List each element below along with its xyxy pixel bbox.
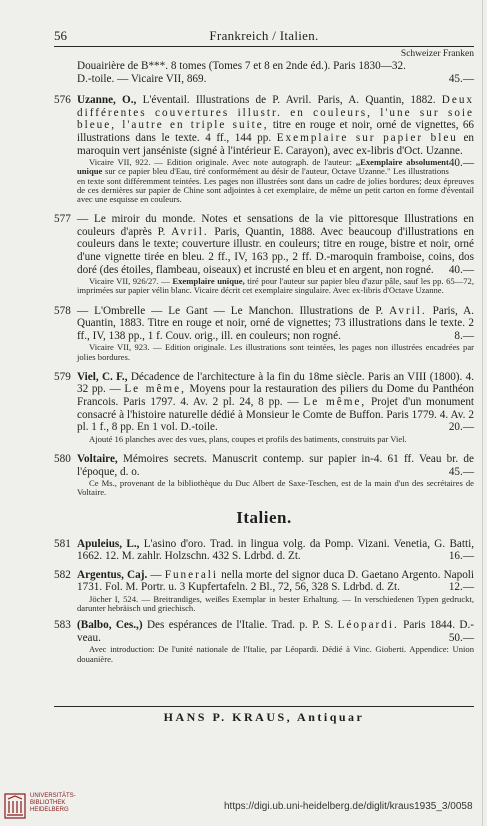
entry-text: Douairière de B***. 8 tomes (Tomes 7 et 8 en 2nde éd.). Paris 1830—32. [77, 60, 406, 72]
entry-price: 8.— [454, 329, 474, 342]
entry-spaced-text: Le même, [124, 383, 186, 396]
entry-price: 45.— [448, 465, 474, 478]
entry-581 [54, 538, 474, 563]
entry-note: Jöcher I, 524. — Breitrandiges, weißes Exemplar in bester Erhaltung. — In verschiedenen Typen gedruckt, darunter hebräisch und griechisch. [77, 593, 474, 614]
entry-price: 40.— [448, 157, 474, 170]
entry-text: Paris, A. Quantin, 1883. Titre en rouge et noir, orné de vignettes; 73 illustrations dans le texte. 2 ff., IV, 138 pp., 1 f. Couv. orig., ill. en couleurs; non rogné. [77, 304, 475, 342]
entry-spaced-text: Léopardi. [337, 619, 399, 632]
entry-number: 581 [54, 537, 71, 550]
entry-579 [54, 371, 474, 444]
entry-author: Apuleius, L., [77, 537, 140, 550]
entry-text: Moyens pour la restauration des piliers du Dome du Panthéon Francois. Paris 1797. 4. Av. 2 pl. 24, 8 pp. — [77, 383, 475, 408]
entry-title: — L'Ombrelle — Le Gant — Le Manchon. Illustrations de P. [77, 304, 384, 317]
entry-number: 580 [54, 452, 71, 465]
entry-number: 577 [54, 213, 71, 226]
entry-title: — Le miroir du monde. Notes et sensations de la vie pittoresque Illustrations en couleurs d'après P. [77, 213, 474, 238]
entry-title: Des espérances de l'Italie. Trad. p. P. S. [146, 619, 334, 632]
entry-price: 45.— [448, 72, 474, 85]
entry-note: Vicaire VII, 922. — Edition originale. Avec note autograph. de l'auteur: ,,Exemplaire absolument unique sur ce papier bleu d'Eau, tiré conformément au désir de l'auteur, Octave Uzanne." Les illustrations en texte sont différemment teintées. Les pages non illustrées sont dans un cadre de jolies bordures; deux épreuves de ces dernières sur papier de Chine sont adjointes à cet exemplaire, de même un petit carton en forme d'éventail avec une esquisse en couleurs. [77, 157, 474, 204]
page-edge-shadow [482, 0, 483, 826]
publisher-footer: HANS P. KRAUS, Antiquar [163, 710, 365, 724]
entry-text: Paris 1844. D.-veau. [77, 619, 474, 644]
header-rule [54, 46, 474, 47]
entry-number: 583 [54, 619, 71, 632]
entry-price: 16.— [448, 550, 474, 563]
entry-author: Voltaire, [77, 452, 118, 465]
permalink-url[interactable]: https://digi.ub.uni-heidelberg.de/diglit/kraus1935_3/0058 [224, 801, 473, 812]
entry-spaced-text: Avril. [389, 304, 427, 317]
entry-spaced-text: Funerali [164, 568, 219, 581]
entry-title: Décadence de l'architecture à la fin du 18me siècle. Paris an VIII (1800). 4. 32 pp. — [77, 370, 475, 396]
entry-text: D.-toile. — Vicaire VII, 869. [77, 72, 207, 85]
entry-582: 582 Argentus, Caj. — Funerali nella morte del signor duca D. Gaetano Argento. Napoli 1731. Fol. M. Portr. u. 3 Kupfertafeln. 2 Bl., 72, 56, 328 S. Ldrbd. d. Zt. 12.— Jöcher I, 524. — Breitrandiges, weißes Exemplar in bester Erhaltung. — In verschiedenen Typen gedruckt, darunter hebräisch und griechisch. [54, 568, 475, 614]
entry-number: 582 [54, 568, 71, 581]
library-logo[interactable] [4, 793, 84, 821]
entry-note: Ce Ms., provenant de la bibliothèque du Duc Albert de Saxe-Teschen, est de la main d'un des secrétaires de Voltaire. [77, 478, 474, 498]
entry-author: Argentus, Caj. [77, 568, 148, 581]
entry-price: 12.— [448, 581, 474, 594]
entry-text: Paris, Quantin, 1888. Avec beaucoup d'illustrations en couleurs dans le texte; couverture illustr. en couleurs; titre en rouge, bistre et noir, orné d'une vignette tirée en bleu. 2 ff., IV, 163 pp., 2 ff. D.-maroquin framboise, coins, dos doré (des étoiles, flambeau, oiseaux) et incrusté en bleu et en argent, non rogné. [77, 225, 475, 276]
entry-text: nella morte del signor duca D. Gaetano Argento. Napoli 1731. Fol. M. Portr. u. 3 Kupfertafeln. 2 Bl., 72, 56, 328 S. Ldrbd. d. Zt. [77, 568, 475, 594]
entry-578 [54, 305, 474, 362]
entry-text: titre en rouge et noir, orné de vignettes, 66 illustrations dans le texte. 4 ff., 144 pp. [77, 119, 475, 144]
entry-spaced-text: Exemplaire sur papier bleu [276, 131, 458, 144]
entry-text: Projet d'un monument consacré à l'histoire naturelle dédié à Monsieur le Comte de Buffon. Paris 1779. 4. Av. 2 pl. 1 f., 8 pp. En 1 vol. D.-toile. [77, 395, 475, 434]
entry-note: Avec introduction: De l'unité nationale de l'Italie, par Léopardi. Dédié à Vinc. Gioberti. Appendice: Union douanière. [77, 644, 474, 664]
library-seal-icon [4, 793, 26, 819]
footer-rule [54, 706, 474, 707]
entry-author: Uzanne, O., [77, 94, 137, 107]
running-title: Frankreich / Italien. [209, 28, 319, 43]
entry-author: (Balbo, Ces.,) [77, 619, 143, 632]
section-title: Italien. [236, 507, 292, 527]
library-name: UNIVERSITÄTS- BIBLIOTHEK HEIDELBERG [30, 793, 76, 813]
entry-spaced-text: Deux différentes couvertures illustr. en couleurs, l'une sur soie bleue, l'autre en triple suite, [77, 94, 475, 132]
entry-price: 20.— [448, 421, 474, 434]
entry-number: 576 [54, 94, 71, 107]
entry-spaced-text: Avril. [171, 225, 209, 238]
entry-note: Ajouté 16 planches avec des vues, plans, coupes et profils des batiments, construits par Viel. [89, 433, 407, 444]
catalog-body [54, 49, 474, 664]
currency-note: Schweizer Franken [400, 49, 474, 59]
entry-spaced-text: Le même, [303, 395, 367, 408]
entry-577 [54, 213, 474, 295]
entry-576 [54, 94, 474, 204]
entry-note: Vicaire VII, 926/27. — Exemplaire unique, tiré pour l'auteur sur papier bleu d'azur pâle, sauf les pp. 65—72, imprimées sur papier vélin blanc. Vicaire décrit cet exemplaire singulaire. Avec ex-libris d'Octave Uzanne. [77, 276, 474, 296]
entry-title: L'éventail. Illustrations de P. Avril. Paris, A. Quantin, 1882. [142, 94, 436, 107]
entry-price: 40.— [448, 263, 474, 276]
entry-number: 578 [54, 304, 71, 317]
page-number: 56 [54, 28, 67, 43]
entry-price: 50.— [448, 631, 474, 644]
page-header [54, 28, 474, 46]
entry-575-continued [54, 60, 474, 85]
entry-note: Vicaire VII, 923. — Edition originale. Les illustrations sont teintées, les pages non illustrées encadrées par jolies bordures. [77, 342, 474, 362]
entry-text: en maroquin vert janséniste (signé à l'intérieur E. Carayon), avec ex-libris d'Oct. Uzanne. [77, 131, 475, 157]
entry-number: 579 [54, 370, 71, 383]
entry-583 [54, 619, 474, 664]
entry-author: Viel, C. F., [77, 370, 128, 383]
entry-title: Mémoires secrets. Manuscrit contemp. sur papier in-4. 61 ff. Veau br. de l'époque, d. o. [77, 452, 474, 478]
entry-580 [54, 453, 474, 498]
entry-title: L'asino d'oro. Trad. in lingua volg. da Pomp. Vizani. Venetia, G. Batti, 1662. 12. M. zahlr. Holzschn. 432 S. Ldrbd. d. Zt. [77, 537, 474, 563]
